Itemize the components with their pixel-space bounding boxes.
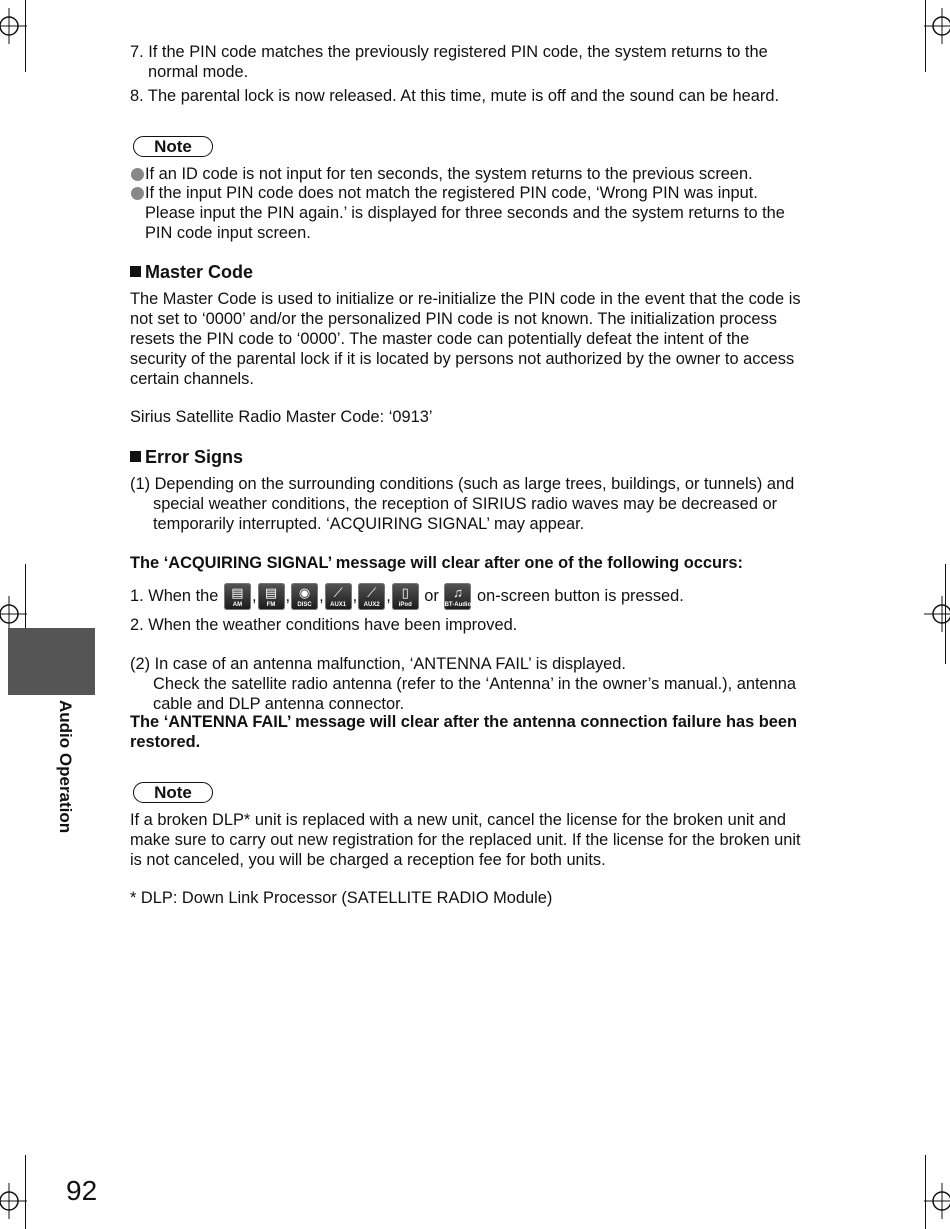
master-code-value: Sirius Satellite Radio Master Code: ‘0913’ bbox=[130, 408, 433, 426]
step-7: 7. If the PIN code matches the previously registered PIN code, the system returns to the normal mode. bbox=[130, 43, 768, 81]
bullet-dot-icon bbox=[131, 168, 144, 181]
registration-mark-bottom-left bbox=[0, 1183, 27, 1219]
ipod-icon: ▯ iPod bbox=[392, 583, 419, 610]
crop-line bbox=[925, 1155, 926, 1229]
note-label: Note bbox=[133, 136, 213, 157]
section-tab-label: Audio Operation bbox=[56, 700, 75, 834]
registration-mark-top-right bbox=[924, 8, 950, 44]
master-code-body: The Master Code is used to initialize or re-initialize the PIN code in the event that the code is not set to ‘0000’ and/or the personalized PIN code is not known. The initialization process resets the PIN code to ‘0000’. The master code can potentially defeat the intent of the security of the parental lock if it is located by persons not authorized by the owner to access certain channels. bbox=[130, 290, 801, 388]
registration-mark-top-left bbox=[0, 8, 27, 44]
crop-line bbox=[925, 0, 926, 72]
when-2-line: 2. When the weather conditions have been improved. bbox=[130, 616, 518, 634]
error-item-2: (2) In case of an antenna malfunction, ‘ANTENNA FAIL’ is displayed. Check the satellite radio antenna (refer to the ‘Antenna’ in the owner’s manual.), antenna cable and DLP antenna connector. bbox=[130, 655, 796, 713]
registration-mark-bottom-right bbox=[924, 1183, 950, 1219]
bt-audio-icon: ♫ BT-Audio bbox=[444, 584, 472, 608]
registration-mark-mid-left bbox=[0, 596, 27, 632]
footnote: * DLP: Down Link Processor (SATELLITE RADIO Module) bbox=[130, 889, 553, 907]
aux1-antenna-icon: ⟋ AUX1 bbox=[325, 583, 352, 610]
crop-line bbox=[945, 564, 946, 664]
error-item-1: (1) Depending on the surrounding conditions (such as large trees, buildings, or tunnels) and special weather conditions, the reception of SIRIUS radio waves may be decreased or temporarily interrupted. ‘ACQUIRING SIGNAL’ may appear. bbox=[130, 475, 795, 533]
crop-line bbox=[25, 1155, 26, 1229]
page-number: 92 bbox=[66, 1175, 98, 1206]
master-code-heading: Master Code bbox=[130, 261, 253, 283]
square-bullet-icon bbox=[130, 451, 141, 462]
note-label: Note bbox=[133, 782, 213, 803]
bullet-dot-icon bbox=[131, 187, 144, 200]
square-bullet-icon bbox=[130, 266, 141, 277]
aux2-antenna-icon: ⟋ AUX2 bbox=[358, 583, 385, 610]
error-signs-heading: Error Signs bbox=[130, 446, 243, 468]
note-2-body: If a broken DLP* unit is replaced with a new unit, cancel the license for the broken unit and make sure to carry out new registration for the replaced unit. If the license for the broken unit is not canceled, you will be charged a reception fee for both units. bbox=[130, 811, 801, 869]
section-tab bbox=[8, 628, 95, 695]
crop-line bbox=[25, 0, 26, 72]
when-1-line: 1. When the ▤ AM , ▤ FM , ◉ DISC , ⟋ AUX1 , ⟋ AUX2 , ▯ iPod or ♫ BT-Audio on-screen button is pressed. bbox=[130, 584, 684, 608]
am-radio-icon: ▤ AM bbox=[224, 583, 251, 610]
fm-radio-icon: ▤ FM bbox=[258, 583, 285, 610]
disc-icon: ◉ DISC bbox=[291, 583, 318, 610]
registration-mark-mid-right bbox=[924, 596, 950, 632]
acquiring-signal-clear-heading: The ‘ACQUIRING SIGNAL’ message will clear after one of the following occurs: bbox=[130, 554, 743, 572]
antenna-fail-clear: The ‘ANTENNA FAIL’ message will clear after the antenna connection failure has been restored. bbox=[130, 713, 798, 751]
step-8: 8. The parental lock is now released. At this time, mute is off and the sound can be heard. bbox=[130, 87, 780, 105]
